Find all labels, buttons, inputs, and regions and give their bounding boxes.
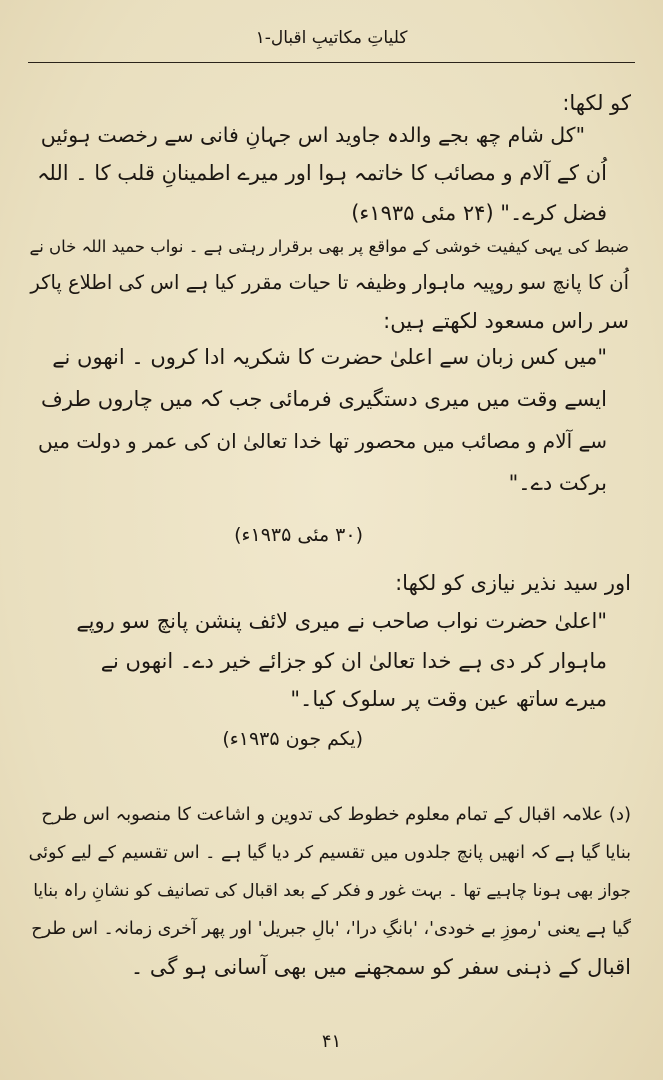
quote-3-date: (یکم جون ۱۹۳۵ء): [222, 728, 363, 750]
para-1-line-2: اُن کا پانچ سو روپیہ ماہوار وظیفہ تا حیات مقرر کیا ہے اس کی اطلاع پاکر: [30, 271, 629, 294]
para-3-line-4: گیا ہے یعنی 'رموزِ بے خودی'، 'بانگِ درا'، 'بالِ جبریل' اور پھر آخری زمانہ۔ اس طرح: [31, 919, 631, 939]
quote-3-line-2: ماہوار کر دی ہے خدا تعالیٰ ان کو جزائے خیر دے۔ انھوں نے: [100, 649, 607, 673]
quote-1-line-1: "کل شام چھ بجے والدہ جاوید اس جہانِ فانی سے رخصت ہوئیں: [40, 123, 585, 147]
para-2: اور سید نذیر نیازی کو لکھا:: [395, 571, 631, 595]
para-3-line-5: اقبال کے ذہنی سفر کو سمجھنے میں بھی آسانی ہو گی ۔: [130, 955, 631, 979]
quote-2-date: (۳۰ مئی ۱۹۳۵ء): [234, 524, 363, 546]
quote-2-line-4: برکت دے۔": [508, 471, 607, 495]
quote-1-line-2: اُن کے آلام و مصائب کا خاتمہ ہوا اور میرے اطمینانِ قلب کا ۔ اللہ: [37, 161, 607, 185]
page-number: ۴۱: [321, 1031, 342, 1052]
intro-line: کو لکھا:: [562, 91, 631, 115]
para-1-line-1: ضبط کی یہی کیفیت خوشی کے مواقع پر بھی برقرار رہتی ہے ۔ نواب حمید اللہ خاں نے: [29, 237, 629, 256]
quote-3-line-3: میرے ساتھ عین وقت پر سلوک کیا۔": [290, 687, 607, 711]
para-3-line-3: جواز بھی ہونا چاہیے تھا ۔ بہت غور و فکر کے بعد اقبال کی تصانیف کو نشانِ راہ بنایا: [33, 881, 631, 901]
quote-3-line-1: "اعلیٰ حضرت نواب صاحب نے میری لائف پنشن پانچ سو روپے: [76, 609, 607, 633]
header-rule: [28, 62, 635, 63]
quote-1-line-3: فضل کرے۔" (۲۴ مئی ۱۹۳۵ء): [351, 201, 607, 225]
para-1-line-3: سر راس مسعود لکھتے ہیں:: [383, 309, 629, 333]
quote-2-line-2: ایسے وقت میں میری دستگیری فرمائی جب کہ میں چاروں طرف: [41, 387, 607, 411]
quote-2-line-1: "میں کس زبان سے اعلیٰ حضرت کا شکریہ ادا کروں ۔ انھوں نے: [52, 345, 607, 369]
para-3-line-1: (د) علامہ اقبال کے تمام معلوم خطوط کی تدوین و اشاعت کا منصوبہ اس طرح: [41, 804, 631, 825]
running-header: کلیاتِ مکاتیبِ اقبال-۱: [255, 28, 408, 48]
para-3-line-2: بنایا گیا ہے کہ انھیں پانچ جلدوں میں تقسیم کر دیا گیا ہے ۔ اس تقسیم کے لیے کوئی: [28, 843, 631, 863]
quote-2-line-3: سے آلام و مصائب میں محصور تھا خدا تعالیٰ ان کی عمر و دولت میں: [37, 429, 607, 453]
